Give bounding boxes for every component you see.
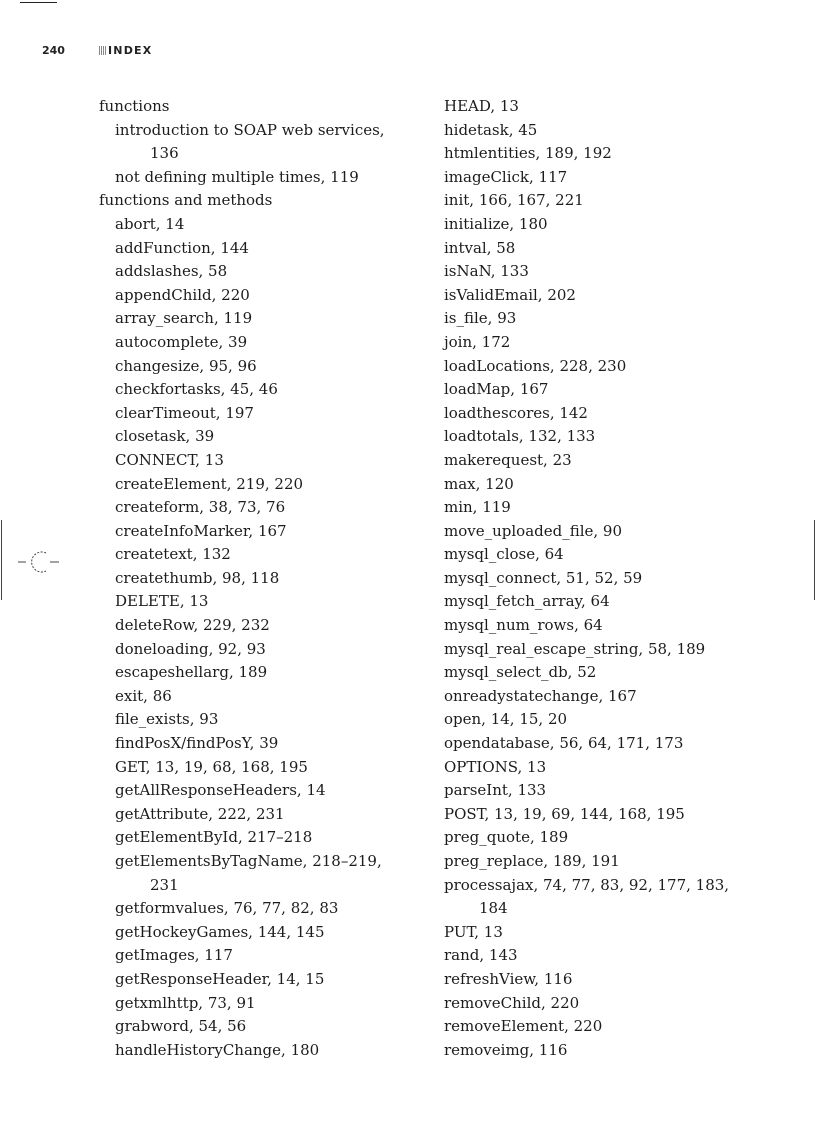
- index-entry: addslashes, 58: [115, 262, 228, 281]
- index-entry: makerequest, 23: [444, 450, 572, 469]
- index-entry: 184: [479, 899, 508, 918]
- section-title: INDEX: [108, 44, 153, 57]
- index-entry: closetask, 39: [115, 427, 215, 446]
- index-entry: open, 14, 15, 20: [444, 710, 568, 729]
- index-entry: getformvalues, 76, 77, 82, 83: [115, 899, 339, 918]
- index-entry: autocomplete, 39: [115, 332, 248, 351]
- index-entry: addFunction, 144: [115, 238, 249, 257]
- index-entry: getHockeyGames, 144, 145: [115, 922, 325, 941]
- index-entry: mysql_real_escape_string, 58, 189: [444, 639, 706, 658]
- index-entry: max, 120: [444, 474, 514, 493]
- index-entry: createInfoMarker, 167: [115, 521, 287, 540]
- index-entry: getElementById, 217–218: [115, 828, 313, 847]
- index-entry: HEAD, 13: [444, 97, 519, 115]
- index-entry: rand, 143: [444, 946, 518, 965]
- index-entry: hidetask, 45: [444, 120, 538, 139]
- index-entry: createthumb, 98, 118: [115, 568, 280, 587]
- index-entry: getResponseHeader, 14, 15: [115, 969, 325, 988]
- index-entry: GET, 13, 19, 68, 168, 195: [115, 757, 308, 776]
- page-edge-right: [814, 520, 815, 600]
- index-entry: appendChild, 220: [115, 285, 250, 304]
- index-entry: CONNECT, 13: [115, 450, 224, 469]
- index-entry: DELETE, 13: [115, 592, 209, 611]
- page-edge-left: [1, 520, 2, 600]
- index-entry: mysql_fetch_array, 64: [444, 592, 610, 611]
- index-entry: handleHistoryChange, 180: [115, 1040, 320, 1059]
- index-entry: doneloading, 92, 93: [115, 639, 266, 658]
- index-entry: grabword, 54, 56: [115, 1017, 247, 1036]
- index-entry: getAllResponseHeaders, 14: [115, 781, 326, 800]
- registration-mark-icon: [18, 549, 60, 575]
- index-entry: loadLocations, 228, 230: [444, 356, 627, 375]
- header-bars-icon: [99, 46, 107, 55]
- index-column-left: [99, 95, 419, 1062]
- index-entry: isValidEmail, 202: [444, 285, 576, 304]
- index-entry: getxmlhttp, 73, 91: [115, 993, 256, 1012]
- index-entry: htmlentities, 189, 192: [444, 144, 612, 163]
- index-entry: createElement, 219, 220: [115, 474, 304, 493]
- index-entry: refreshView, 116: [444, 969, 573, 988]
- index-entry: init, 166, 167, 221: [444, 191, 584, 210]
- index-entry: clearTimeout, 197: [115, 403, 254, 422]
- index-entry: getElementsByTagName, 218–219,: [115, 852, 382, 870]
- index-entry: removeimg, 116: [444, 1040, 568, 1059]
- index-entry: file_exists, 93: [115, 710, 219, 729]
- page-number: 240: [42, 44, 65, 57]
- index-entry: findPosX/findPosY, 39: [115, 734, 279, 753]
- index-entry: createform, 38, 73, 76: [115, 498, 286, 517]
- index-entry: PUT, 13: [444, 922, 503, 941]
- index-entry: imageClick, 117: [444, 167, 568, 186]
- index-entry: removeChild, 220: [444, 993, 580, 1012]
- index-entry: introduction to SOAP web services,: [115, 120, 385, 139]
- crop-mark-top: [20, 2, 57, 3]
- index-heading: functions and methods: [99, 191, 273, 210]
- index-entry: removeElement, 220: [444, 1017, 603, 1036]
- index-entry: preg_quote, 189: [444, 828, 569, 847]
- index-entry: onreadystatechange, 167: [444, 686, 637, 705]
- index-entry: intval, 58: [444, 238, 516, 257]
- index-entry: move_uploaded_file, 90: [444, 521, 623, 540]
- index-entry: initialize, 180: [444, 214, 548, 233]
- index-entry: deleteRow, 229, 232: [115, 616, 270, 635]
- index-entry: preg_replace, 189, 191: [444, 852, 620, 870]
- index-entry: mysql_select_db, 52: [444, 663, 597, 682]
- index-entry: mysql_connect, 51, 52, 59: [444, 568, 643, 587]
- index-entry: mysql_num_rows, 64: [444, 616, 603, 635]
- index-entry: join, 172: [444, 332, 511, 351]
- index-entry: opendatabase, 56, 64, 171, 173: [444, 734, 684, 753]
- index-entry: getAttribute, 222, 231: [115, 804, 285, 823]
- index-entry: loadthescores, 142: [444, 403, 588, 422]
- index-entry: isNaN, 133: [444, 262, 529, 281]
- index-entry: 136: [150, 144, 179, 163]
- index-entry: processajax, 74, 77, 83, 92, 177, 183,: [444, 875, 730, 894]
- index-entry: escapeshellarg, 189: [115, 663, 268, 682]
- index-entry: not defining multiple times, 119: [115, 167, 359, 186]
- index-entry: abort, 14: [115, 214, 185, 233]
- index-entry: min, 119: [444, 498, 511, 517]
- index-entry: changesize, 95, 96: [115, 356, 257, 375]
- index-entry: checkfortasks, 45, 46: [115, 380, 278, 399]
- index-entry: loadtotals, 132, 133: [444, 427, 596, 446]
- index-entry: array_search, 119: [115, 309, 253, 328]
- index-entry: getImages, 117: [115, 946, 233, 965]
- index-entry: is_file, 93: [444, 309, 517, 328]
- index-entry: POST, 13, 19, 69, 144, 168, 195: [444, 804, 685, 823]
- index-entry: OPTIONS, 13: [444, 757, 547, 776]
- index-heading: functions: [99, 97, 170, 115]
- index-entry: createtext, 132: [115, 545, 231, 564]
- index-entry: loadMap, 167: [444, 380, 549, 399]
- index-entry: mysql_close, 64: [444, 545, 564, 564]
- index-entry: 231: [150, 875, 179, 894]
- index-entry: parseInt, 133: [444, 781, 547, 800]
- index-column-right: [444, 95, 804, 1062]
- index-entry: exit, 86: [115, 686, 172, 705]
